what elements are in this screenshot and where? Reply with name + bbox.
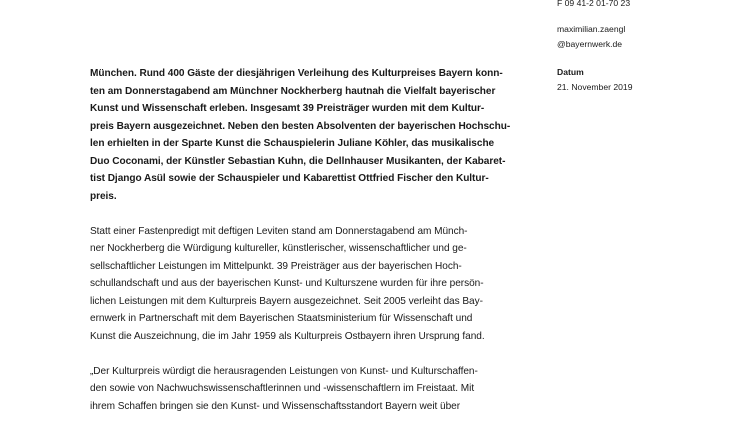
text-line: len erhielten in der Sparte Kunst die Schauspielerin Juliane Köhler, das musikalische: [90, 138, 495, 149]
date-label: Datum: [557, 66, 584, 77]
email-line-2[interactable]: @bayernwerk.de: [557, 39, 623, 49]
text-line: ten am Donnerstagabend am Münchner Nockherberg hautnah die Vielfalt bayerischer: [90, 85, 496, 97]
text-line: ner Nockherberg die Würdigung kultureller, künstlerischer, wissenschaftlicher und ge-: [90, 243, 467, 254]
text-line: tist Django Asül sowie der Schauspieler und Kabarettist Ottfried Fischer den Kultur-: [90, 173, 489, 184]
text-line: München. Rund 400 Gäste der diesjährigen Verleihung des Kulturpreises Bayern konn-: [90, 68, 503, 79]
lead-paragraph: [90, 65, 550, 205]
text-line: sellschaftlicher Leistungen im Mittelpunkt. 39 Preisträger aus der bayerischen Hoch-: [90, 260, 462, 272]
press-release-body: [90, 65, 550, 433]
text-line: ernwerk in Partnerschaft mit dem Bayerischen Staatsministerium für Wissenschaft und: [90, 313, 473, 324]
text-line: ihrem Schaffen bringen sie den Kunst- und Wissenschaftsstandort Bayern weit über: [90, 400, 461, 412]
text-line: „Der Kulturpreis würdigt die herausragenden Leistungen von Kunst- und Kulturschaffen-: [90, 365, 478, 377]
text-line: Statt einer Fastenpredigt mit deftigen Leviten stand am Donnerstagabend am Münch-: [90, 225, 468, 237]
text-line: preis.: [90, 190, 117, 202]
text-line: lichen Leistungen mit dem Kulturpreis Bayern ausgezeichnet. Seit 2005 verleiht das Bay-: [90, 295, 483, 307]
text-line: preis Bayern ausgezeichnet. Neben den besten Absolventen der bayerischen Hochschu-: [90, 120, 511, 132]
text-line: Duo Coconami, der Künstler Sebastian Kuhn, die Dellnhauser Musikanten, der Kabaret-: [90, 155, 506, 167]
text-line: den sowie von Nachwuchswissenschaftlerinnen und -wissenschaftlern im Freistaat. Mit: [90, 383, 475, 394]
contact-sidebar: [557, 0, 737, 96]
body-paragraph: [90, 223, 550, 346]
text-line: Kunst und Wissenschaft erleben. Insgesamt 39 Preisträger wurden mit dem Kultur-: [90, 103, 485, 114]
text-line: Kunst die Auszeichnung, die im Jahr 1959 als Kulturpreis Ostbayern ihren Ursprung fand.: [90, 330, 485, 342]
fax-number: F 09 41-2 01-70 23: [557, 0, 631, 8]
email-line-1[interactable]: maximilian.zaengl: [557, 23, 626, 34]
quote-paragraph: [90, 363, 550, 416]
date-value: 21. November 2019: [557, 82, 633, 92]
text-line: schullandschaft und aus der bayerischen Kunst- und Kulturszene wurden für ihre persön-: [90, 278, 484, 289]
